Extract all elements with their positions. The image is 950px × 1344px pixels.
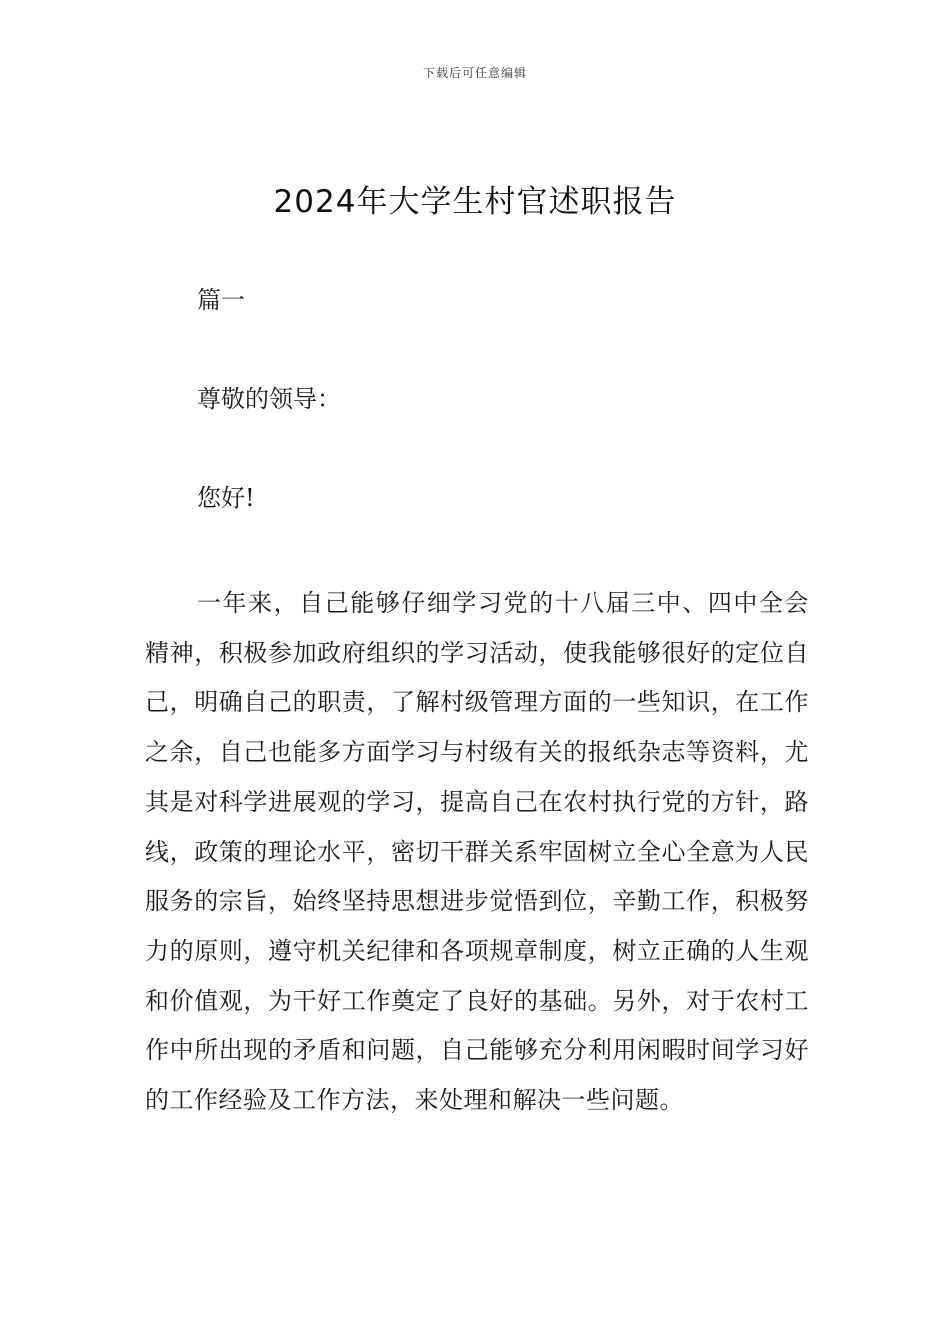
section-label: 篇一 (197, 286, 245, 314)
body-paragraph: 一年来，自己能够仔细学习党的十八届三中、四中全会精神，积极参加政府组织的学习活动，使我能够很好的定位自己，明确自己的职责，了解村级管理方面的一些知识，在工作之余，自己也能多方面学习与村级有关的报纸杂志等资料，尤其是对科学进展观的学习，提高自己在农村执行党的方针，路线，政策的理论水平，密切干群关系牢固树立全心全意为人民服务的宗旨，始终坚持思想进步觉悟到位，辛勤工作，积极努力的原则，遵守机关纪律和各项规章制度，树立正确的人生观和价值观，为干好工作奠定了良好的基础。另外，对于农村工作中所出现的矛盾和问题，自己能够充分利用闲暇时间学习好的工作经验及工作方法，来处理和解决一些问题。 (145, 589, 809, 1115)
greeting: 您好! (197, 484, 255, 512)
document-title: 2024年大学生村官述职报告 (273, 184, 677, 220)
salutation: 尊敬的领导： (197, 385, 341, 413)
header-note: 下载后可任意编辑 (422, 66, 527, 80)
